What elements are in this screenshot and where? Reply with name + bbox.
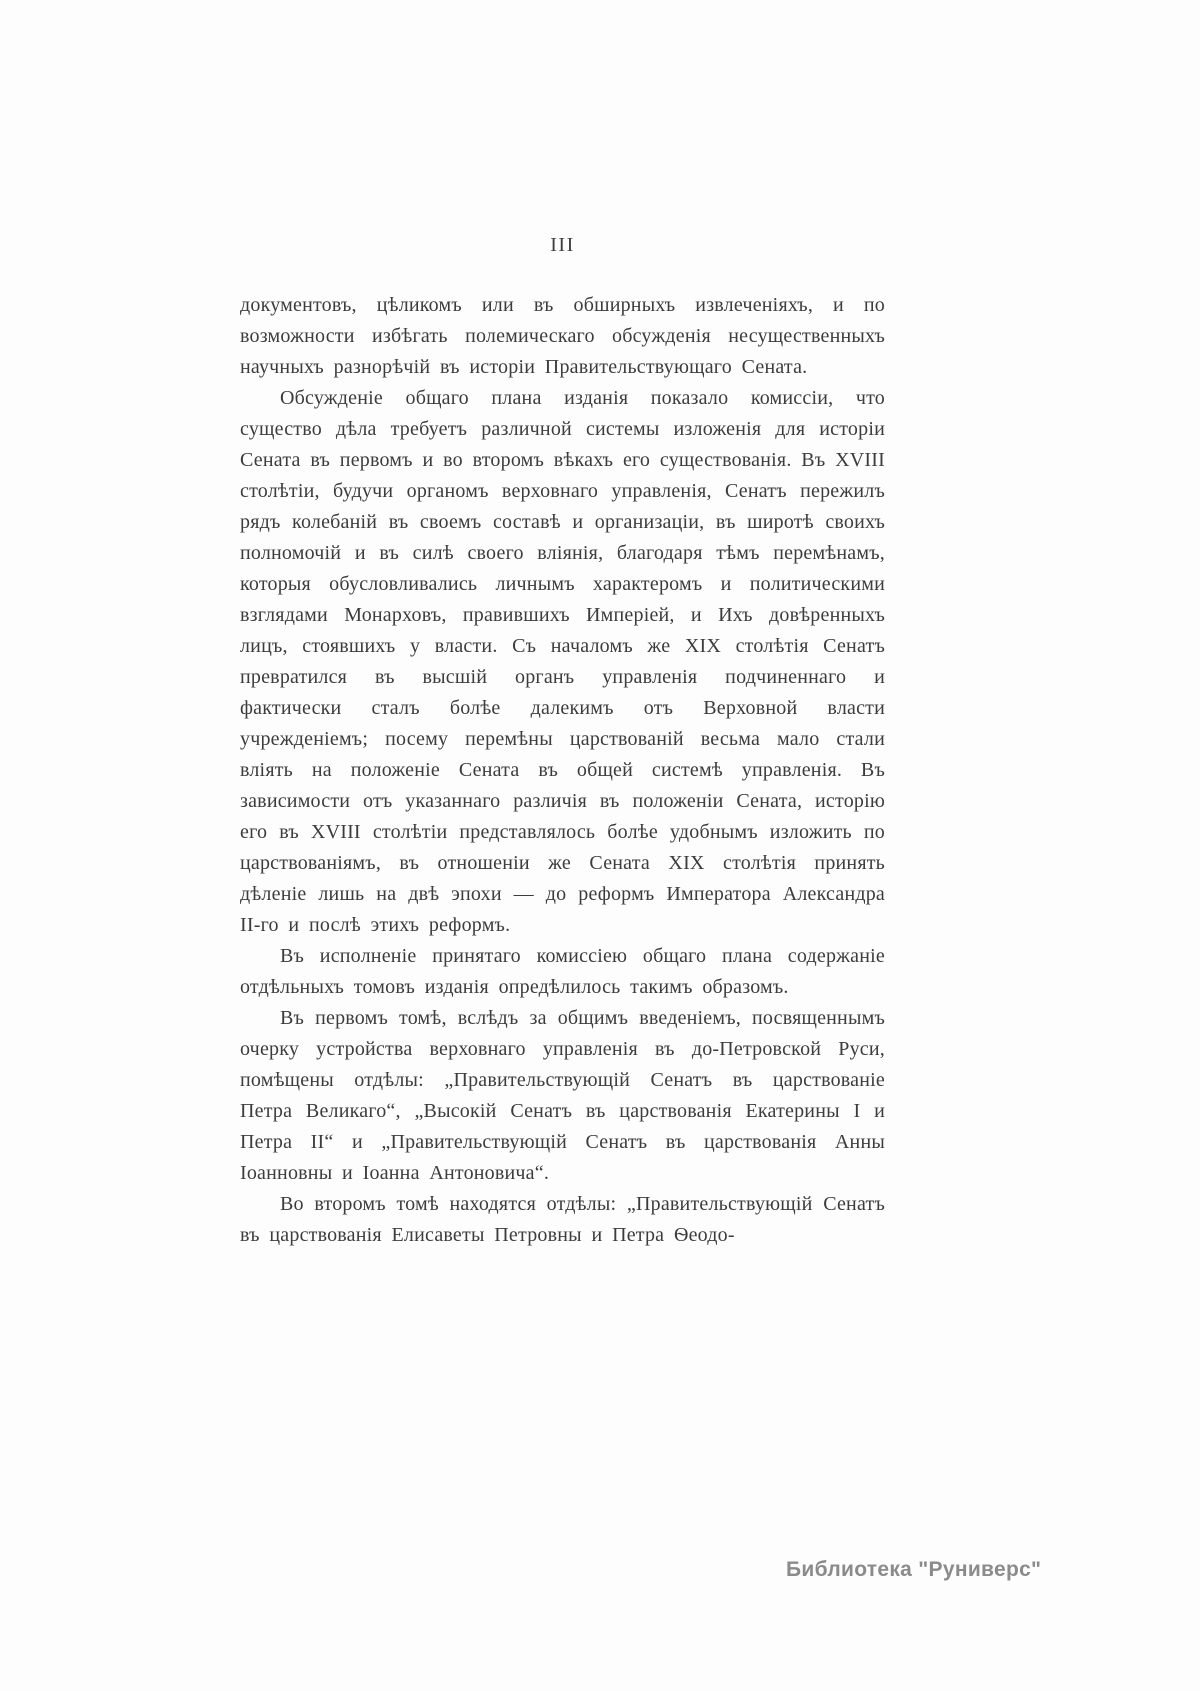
paragraph: документовъ, цѣликомъ или въ обширныхъ извлеченіяхъ, и по возможности избѣгать полемическаго обсужденія несущественныхъ научныхъ разнорѣчій въ исторіи Правительствующаго Сената. [240,294,885,378]
text-block [240,290,885,1251]
paragraph: Въ исполненіе принятаго комиссіею общаго плана содержаніе отдѣльныхъ томовъ изданія опредѣлилось такимъ образомъ. [240,945,885,998]
paragraph: Въ первомъ томѣ, вслѣдъ за общимъ введеніемъ, посвященнымъ очерку устройства верховнаго управленія въ до-Петровской Руси, помѣщены отдѣлы: „Правительствующій Сенатъ въ царствованіе Петра Великаго“, „Высокій Сенатъ въ царствованія Екатерины I и Петра II“ и „Правительствующій Сенатъ въ царствованія Анны Іоанновны и Іоанна Антоновича“. [240,1007,885,1184]
library-watermark: Библиотека "Руниверс" [786,1558,1042,1581]
paragraph: Обсужденіе общаго плана изданія показало комиссіи, что существо дѣла требуетъ различной системы изложенія для исторіи Сената въ первомъ и во второмъ вѣкахъ его существованія. Въ XVIII столѣтіи, будучи органомъ верховнаго управленія, Сенатъ пережилъ рядъ колебаній въ своемъ составѣ и организаціи, въ широтѣ своихъ полномочій и въ силѣ своего вліянія, благодаря тѣмъ перемѣнамъ, которыя обусловливались личнымъ характеромъ и политическими взглядами Монарховъ, правившихъ Имперіей, и Ихъ довѣренныхъ лицъ, стоявшихъ у власти. Съ началомъ же XIX столѣтія Сенатъ превратился въ высшій органъ управленія подчиненнаго и фактически сталъ болѣе далекимъ отъ Верховной власти учрежденіемъ; посему перемѣны царствованій весьма мало стали вліять на положеніе Сената въ общей системѣ управленія. Въ зависимости отъ указаннаго различія въ положеніи Сената, исторію его въ XVIII столѣтіи представлялось болѣе удобнымъ изложить по царствованіямъ, въ отношеніи же Сената XIX столѣтія принять дѣленіе лишь на двѣ эпохи — до реформъ Императора Александра II-го и послѣ этихъ реформъ. [240,387,885,936]
page-number: III [550,234,575,256]
paragraph: Во второмъ томѣ находятся отдѣлы: „Правительствующій Сенатъ въ царствованія Елисаветы Петровны и Петра Ѳеодо- [240,1193,885,1246]
